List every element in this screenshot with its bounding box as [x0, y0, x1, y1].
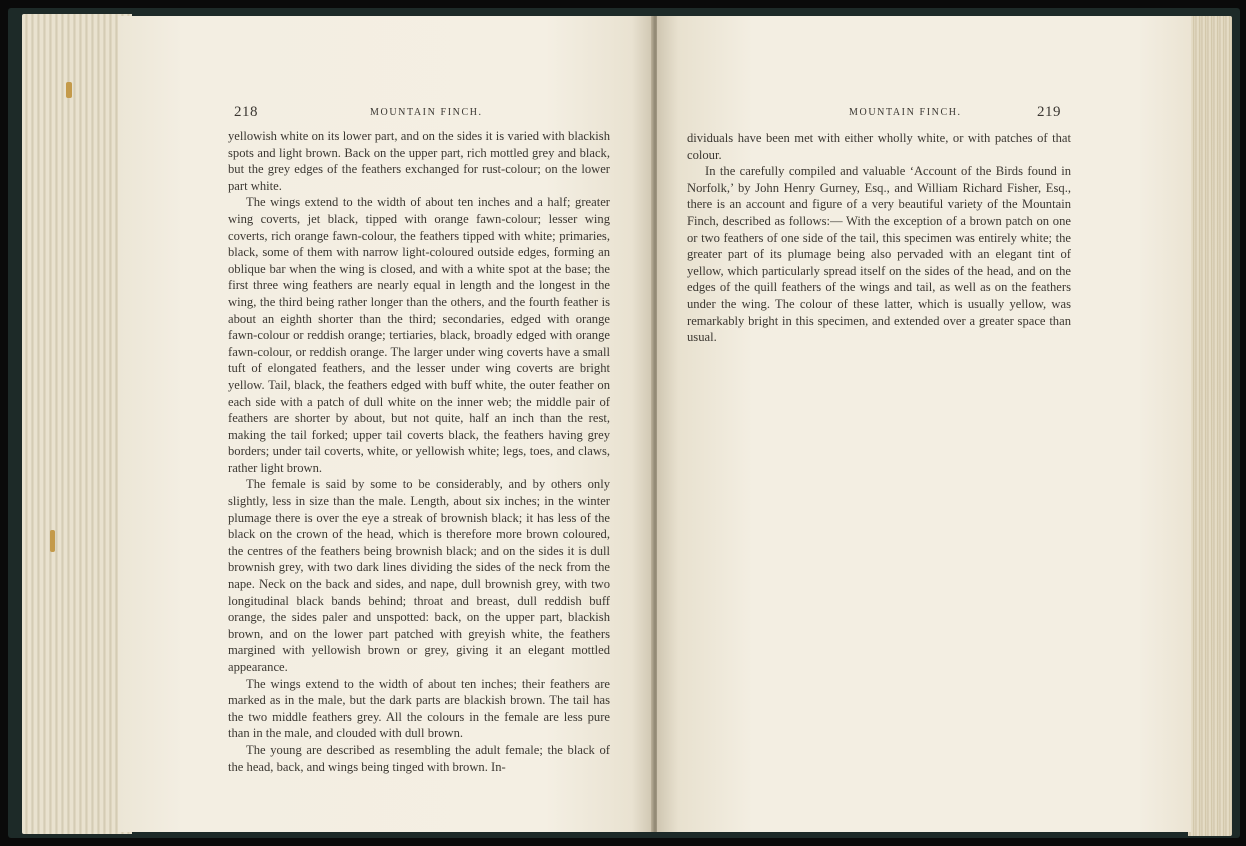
running-title-left: MOUNTAIN FINCH.	[370, 107, 483, 118]
paragraph: The wings extend to the width of about ten inches; their feathers are marked as in the male, but the dark parts are blackish brown. The tail has the two middle feathers grey. All the colours in the female are less pure than in the male, and clouded with dull brown.	[228, 676, 610, 741]
paragraph: dividuals have been met with either wholly white, or with patches of that colour.	[687, 131, 1071, 162]
binding-mark	[66, 82, 72, 98]
binding-mark	[50, 530, 55, 552]
paragraph: The young are described as resembling the adult female; the black of the head, back, and wings being tinged with brown. In-	[228, 742, 610, 774]
running-title-right: MOUNTAIN FINCH.	[849, 107, 962, 118]
page-number-right: 219	[1037, 104, 1061, 120]
paragraph: The wings extend to the width of about ten inches and a half; greater wing coverts, jet black, tipped with orange fawn-colour; lesser wing coverts, rich orange fawn-colour, the feathers tipped with white; primaries, black, some of them with narrow light-coloured outside edges, forming an oblique bar when the wing is closed, and with a white spot at the base; the first three wing feathers are nearly equal in length and the longest in the wing, the third being rather longer than the others, and the fourth feather is about an eighth shorter than the third; secondaries, edged with orange fawn-colour or reddish orange; tertiaries, black, broadly edged with orange fawn-colour, or reddish orange. The larger under wing coverts have a small tuft of elongated feathers, and the lesser under wing coverts are bright yellow. Tail, black, the feathers edged with buff white, the outer feather on each side with a patch of dull white on the inner web; the middle pair of feathers are shorter by about, but not quite, half an inch than the rest, making the tail forked; upper tail coverts black, the feathers having grey borders; under tail coverts, white, or yellowish white; legs, toes, and claws, rather light brown.	[228, 195, 610, 475]
left-running-head	[118, 104, 653, 124]
right-page-edges	[1188, 16, 1232, 836]
left-page	[118, 16, 653, 832]
right-page	[657, 16, 1191, 832]
right-body-text	[687, 130, 1071, 346]
paragraph: In the carefully compiled and valuable ‘Account of the Birds found in Norfolk,’ by John Henry Gurney, Esq., and William Richard Fisher, Esq., there is an account and figure of a very beautiful variety of the Mountain Finch, described as follows:— With the exception of a brown patch on one or two feathers of one side of the tail, this specimen was entirely white; the greater part of its plumage being also pervaded with an elegant tint of yellow, which particularly spread itself on the sides of the head, and on the edges of the quill feathers of the wings and tail, as well as on the feathers under the wing. The colour of these latter, which is usually yellow, was remarkably bright in this specimen, and extended over a greater space than usual.	[687, 164, 1071, 345]
page-number-left: 218	[234, 104, 258, 120]
right-running-head	[657, 104, 1191, 124]
paragraph: yellowish white on its lower part, and on the sides it is varied with blackish spots and light brown. Back on the upper part, rich mottled grey and black, but the grey edges of the feathers exchanged for rust-colour; on the lower part white.	[228, 129, 610, 193]
paragraph: The female is said by some to be considerably, and by others only slightly, less in size than the male. Length, about six inches; in the winter plumage there is over the eye a streak of brownish black; it has less of the black on the crown of the head, which is therefore more brown coloured, the centres of the feathers being brownish black; and on the sides it is dull brownish grey, with two dark lines dividing the sides of the neck from the nape. Neck on the back and sides, and nape, dull brownish grey, with two longitudinal black bands behind; throat and breast, dull reddish buff orange, the sides paler and unspotted: back, on the upper part, blackish brown, and on the lower part patched with greyish white, the feathers margined with yellowish brown or grey, giving it an elegant mottled appearance.	[228, 477, 610, 674]
left-page-edges	[22, 14, 132, 834]
left-body-text	[228, 128, 610, 775]
